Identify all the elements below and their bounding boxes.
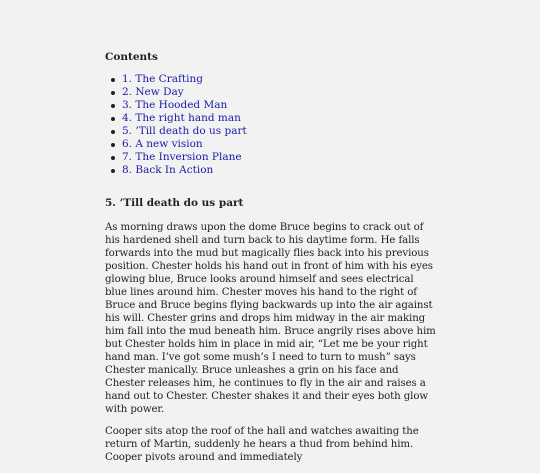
bullet-icon xyxy=(111,130,115,134)
toc-link-2[interactable]: 2. New Day xyxy=(122,86,184,98)
table-of-contents xyxy=(105,73,436,177)
toc-item xyxy=(105,151,436,164)
toc-link-4[interactable]: 4. The right hand man xyxy=(122,112,241,124)
bullet-icon xyxy=(111,169,115,173)
bullet-icon xyxy=(111,143,115,147)
section-heading: 5. ’Till death do us part xyxy=(105,197,244,209)
toc-item xyxy=(105,99,436,112)
toc-link-5[interactable]: 5. ’Till death do us part xyxy=(122,125,247,137)
bullet-icon xyxy=(111,78,115,82)
bullet-icon xyxy=(111,156,115,160)
document-page xyxy=(105,51,436,473)
body-paragraph: As morning draws upon the dome Bruce begins to crack out of his hardened shell and turn back to his daytime form. He falls forwards into the mud but magically flies back into his previous position. Chester holds his hand out in front of him with his eyes glowing blue, Bruce looks around himself and sees electrical blue lines around him. Chester moves his hand to the right of Bruce and Bruce begins flying backwards up into the air against his will. Chester grins and drops him midway in the air making him fall into the mud beneath him. Bruce angrily rises above him but Chester holds him in place in mid air, “Let me be your right hand man. I’ve got some mush’s I need to turn to mush” says Chester manically. Bruce unleashes a grin on his face and Chester releases him, he continues to fly in the air and raises a hand out to Chester. Chester shakes it and their eyes both glow with power. xyxy=(105,222,436,415)
toc-link-1[interactable]: 1. The Crafting xyxy=(122,73,203,85)
bullet-icon xyxy=(111,117,115,121)
contents-heading: Contents xyxy=(105,51,158,63)
toc-link-6[interactable]: 6. A new vision xyxy=(122,138,203,150)
bullet-icon xyxy=(111,91,115,95)
toc-item xyxy=(105,125,436,138)
toc-item xyxy=(105,138,436,151)
toc-item xyxy=(105,73,436,86)
toc-link-8[interactable]: 8. Back In Action xyxy=(122,164,214,176)
toc-link-3[interactable]: 3. The Hooded Man xyxy=(122,99,228,111)
toc-item xyxy=(105,164,436,177)
toc-item xyxy=(105,112,436,125)
bullet-icon xyxy=(111,104,115,108)
body-paragraph: Cooper sits atop the roof of the hall and watches awaiting the return of Martin, suddenly he hears a thud from behind him. Cooper pivots around and immediately xyxy=(105,426,419,463)
toc-item xyxy=(105,86,436,99)
toc-link-7[interactable]: 7. The Inversion Plane xyxy=(122,151,242,163)
